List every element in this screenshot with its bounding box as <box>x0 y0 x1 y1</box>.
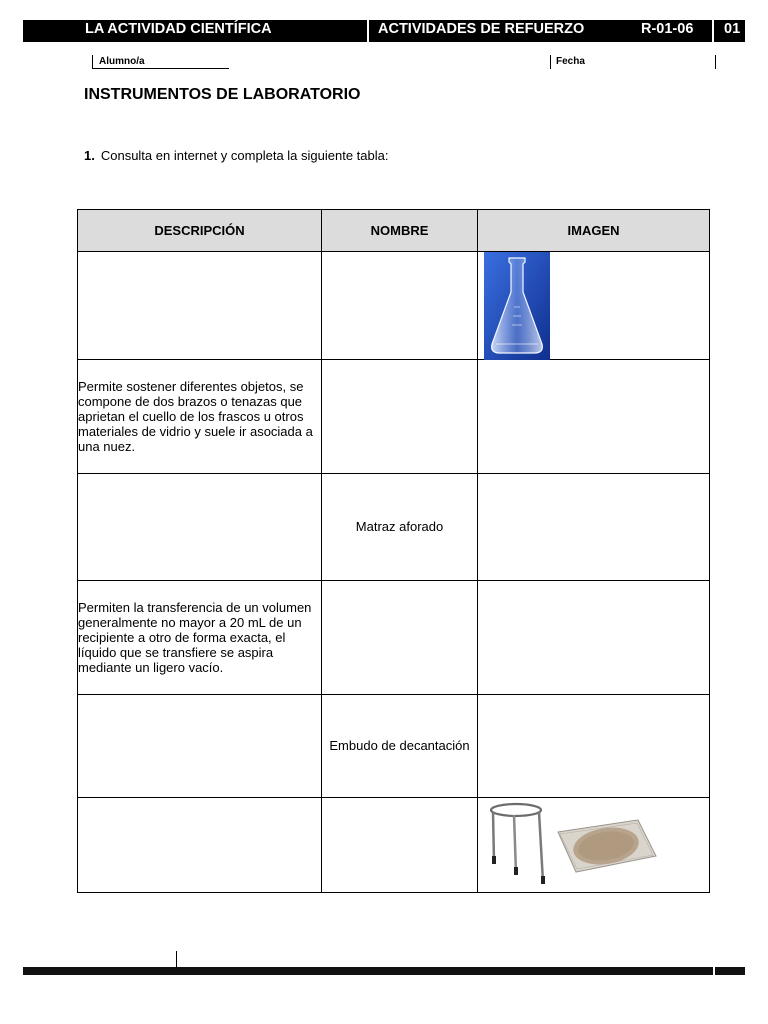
question-number: 1. <box>84 148 95 163</box>
image-cell[interactable] <box>478 474 710 581</box>
question-text: Consulta en internet y completa la siguiente tabla: <box>100 148 389 163</box>
description-cell[interactable] <box>78 798 322 893</box>
name-cell[interactable] <box>322 798 478 893</box>
image-cell[interactable] <box>478 695 710 798</box>
column-header-image: IMAGEN <box>478 210 710 252</box>
name-cell[interactable] <box>322 360 478 474</box>
column-header-name: NOMBRE <box>322 210 478 252</box>
image-cell <box>478 252 710 360</box>
name-cell: Matraz aforado <box>322 474 478 581</box>
footer-bar <box>23 967 745 975</box>
description-cell[interactable] <box>78 474 322 581</box>
date-label: Fecha <box>556 56 585 67</box>
unit-title: LA ACTIVIDAD CIENTÍFICA <box>85 21 272 37</box>
table-row <box>78 695 710 798</box>
table-header-row <box>78 210 710 252</box>
table-row <box>78 581 710 695</box>
header-bar <box>23 20 745 42</box>
name-cell[interactable] <box>322 252 478 360</box>
name-cell[interactable] <box>322 581 478 695</box>
question-1 <box>84 148 388 163</box>
description-cell[interactable]: Permite sostener diferentes objetos, se compone de dos brazos o tenazas que aprietan el cuello de los frascos u otros materiales de vidrio y suele ir asociada a una nuez. <box>78 360 322 474</box>
header-divider <box>367 20 369 42</box>
name-cell: Embudo de decantación <box>322 695 478 798</box>
footer-bar-gap <box>713 967 715 975</box>
column-header-description: DESCRIPCIÓN <box>78 210 322 252</box>
document-code: R-01-06 <box>641 21 694 37</box>
description-cell[interactable] <box>78 252 322 360</box>
description-cell[interactable]: Permiten la transferencia de un volumen generalmente no mayor a 20 mL de un recipiente a otro de forma exacta, el líquido que se transfiere se aspira mediante un ligero vacío. <box>78 581 322 695</box>
activity-type: ACTIVIDADES DE REFUERZO <box>378 21 585 37</box>
image-cell[interactable] <box>478 360 710 474</box>
tripod-and-wire-gauze-image <box>488 798 663 893</box>
image-cell[interactable] <box>478 581 710 695</box>
table-row <box>78 360 710 474</box>
table-row <box>78 798 710 893</box>
table-row <box>78 252 710 360</box>
student-info-line <box>92 55 716 69</box>
student-label: Alumno/a <box>99 56 145 67</box>
footer-divider <box>176 951 177 967</box>
page-title: INSTRUMENTOS DE LABORATORIO <box>84 86 361 103</box>
header-divider <box>712 20 714 42</box>
image-cell <box>478 798 710 893</box>
erlenmeyer-flask-image <box>484 252 550 360</box>
instruments-table <box>77 209 710 893</box>
page-number: 01 <box>724 21 741 37</box>
table-row <box>78 474 710 581</box>
description-cell[interactable] <box>78 695 322 798</box>
